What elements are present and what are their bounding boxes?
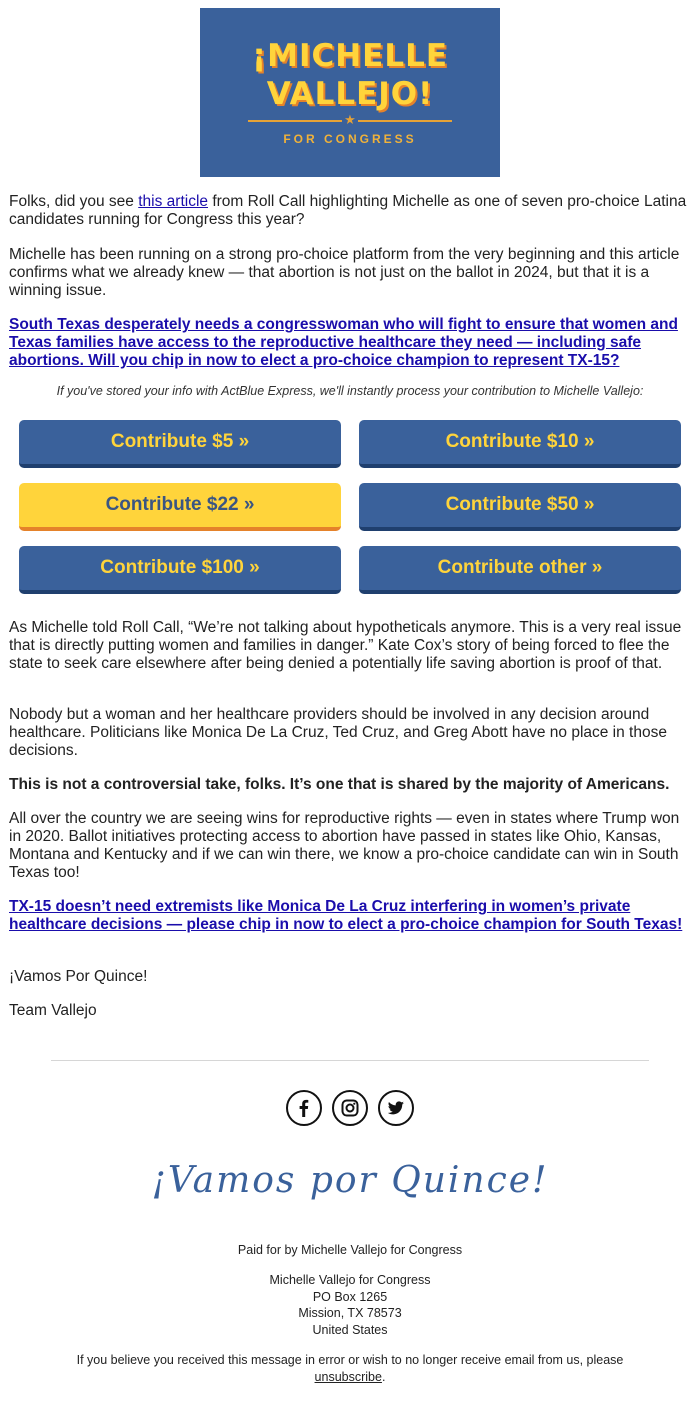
address-po-box: PO Box 1265 [312, 1289, 388, 1304]
signoff-text: ¡Vamos Por Quince! [9, 968, 148, 985]
wins-paragraph: All over the country we are seeing wins for reproductive rights — even in states where Trump won in 2020. Ballot initiatives protecting access to abortion have passed in states like Ohio, Kansas, Montana and Kentucky and if we can win there, we know a pro-choice candidate can win in South Texas too! [9, 810, 680, 881]
footer-divider [51, 1060, 649, 1061]
unsubscribe-link[interactable]: unsubscribe [314, 1369, 382, 1384]
header-logo-wrap [0, 0, 700, 182]
contribute-10-button[interactable]: Contribute $10 » [359, 420, 681, 468]
healthcare-paragraph: Nobody but a woman and her healthcare providers should be involved in any decision around healthcare. Politicians like Monica De La Cruz, Ted Cruz, and Greg Abott have no place in those decisions. [9, 706, 667, 759]
instagram-icon[interactable] [332, 1090, 368, 1126]
facebook-icon[interactable] [286, 1090, 322, 1126]
contribute-50-button[interactable]: Contribute $50 » [359, 483, 681, 531]
majority-paragraph: This is not a controversial take, folks. It’s one that is shared by the majority of Americans. [9, 776, 670, 793]
actblue-note: If you've stored your info with ActBlue Express, we'll instantly process your contribution to Michelle Vallejo: [56, 384, 644, 398]
roll-call-quote-paragraph: As Michelle told Roll Call, “We’re not talking about hypotheticals anymore. This is a very real issue that is directly putting women and families in danger.” Kate Cox’s story of being forced to flee the state to seek care elsewhere after being denied a potentially life saving abortion is proof of that. [9, 619, 682, 672]
contribute-5-button[interactable]: Contribute $5 » [19, 420, 341, 468]
intro-paragraph [9, 193, 689, 229]
donate-cta-link-2[interactable]: TX-15 doesn’t need extremists like Monica De La Cruz interfering in women’s private healthcare decisions — please chip in now to elect a pro-choice champion for South Texas! [9, 898, 683, 933]
intro-text-before: Folks, did you see [9, 193, 139, 210]
unsubscribe-text: If you believe you received this message in error or wish to no longer receive email from us, please [76, 1353, 624, 1367]
logo-name-line2: VALLEJO! [266, 76, 434, 112]
contribute-other-button[interactable]: Contribute other » [359, 546, 681, 594]
address-city: Mission, TX 78573 [298, 1306, 402, 1320]
twitter-icon[interactable] [378, 1090, 414, 1126]
mailing-address [0, 1272, 700, 1338]
contribute-100-button[interactable]: Contribute $100 » [19, 546, 341, 594]
logo-name-line1: ¡MICHELLE [251, 38, 449, 74]
donate-cta-paragraph-2 [9, 898, 691, 934]
texas-star-icon: ★ [342, 112, 358, 128]
paid-for-disclaimer: Paid for by Michelle Vallejo for Congress [237, 1243, 463, 1257]
campaign-logo[interactable] [200, 8, 500, 177]
unsubscribe-notice [0, 1352, 700, 1385]
intro-text-after: from Roll Call highlighting Michelle as one of seven pro-choice Latina candidates running for Congress this year? [9, 193, 687, 228]
donate-cta-paragraph-1 [9, 316, 689, 370]
contribute-22-button[interactable]: Contribute $22 » [19, 483, 341, 531]
team-signature: Team Vallejo [9, 1002, 97, 1019]
platform-paragraph: Michelle has been running on a strong pro-choice platform from the very beginning and this article confirms what we already knew — that abortion is not just on the ballot in 2024, but that it is a winning issue. [9, 246, 680, 299]
logo-subtitle: FOR CONGRESS [283, 132, 417, 146]
address-country: United States [312, 1322, 388, 1337]
donate-cta-link-1[interactable]: South Texas desperately needs a congresswoman who will fight to ensure that women and Texas families have access to the reproductive healthcare they need — including safe abortions. Will you chip in now to elect a pro-choice champion to represent TX-15? [9, 316, 678, 369]
address-org: Michelle Vallejo for Congress [269, 1273, 431, 1287]
social-links [0, 1090, 700, 1126]
article-link[interactable]: this article [138, 193, 209, 210]
unsubscribe-period: . [381, 1369, 386, 1384]
vamos-slogan: ¡Vamos por Quince! [151, 1160, 549, 1201]
